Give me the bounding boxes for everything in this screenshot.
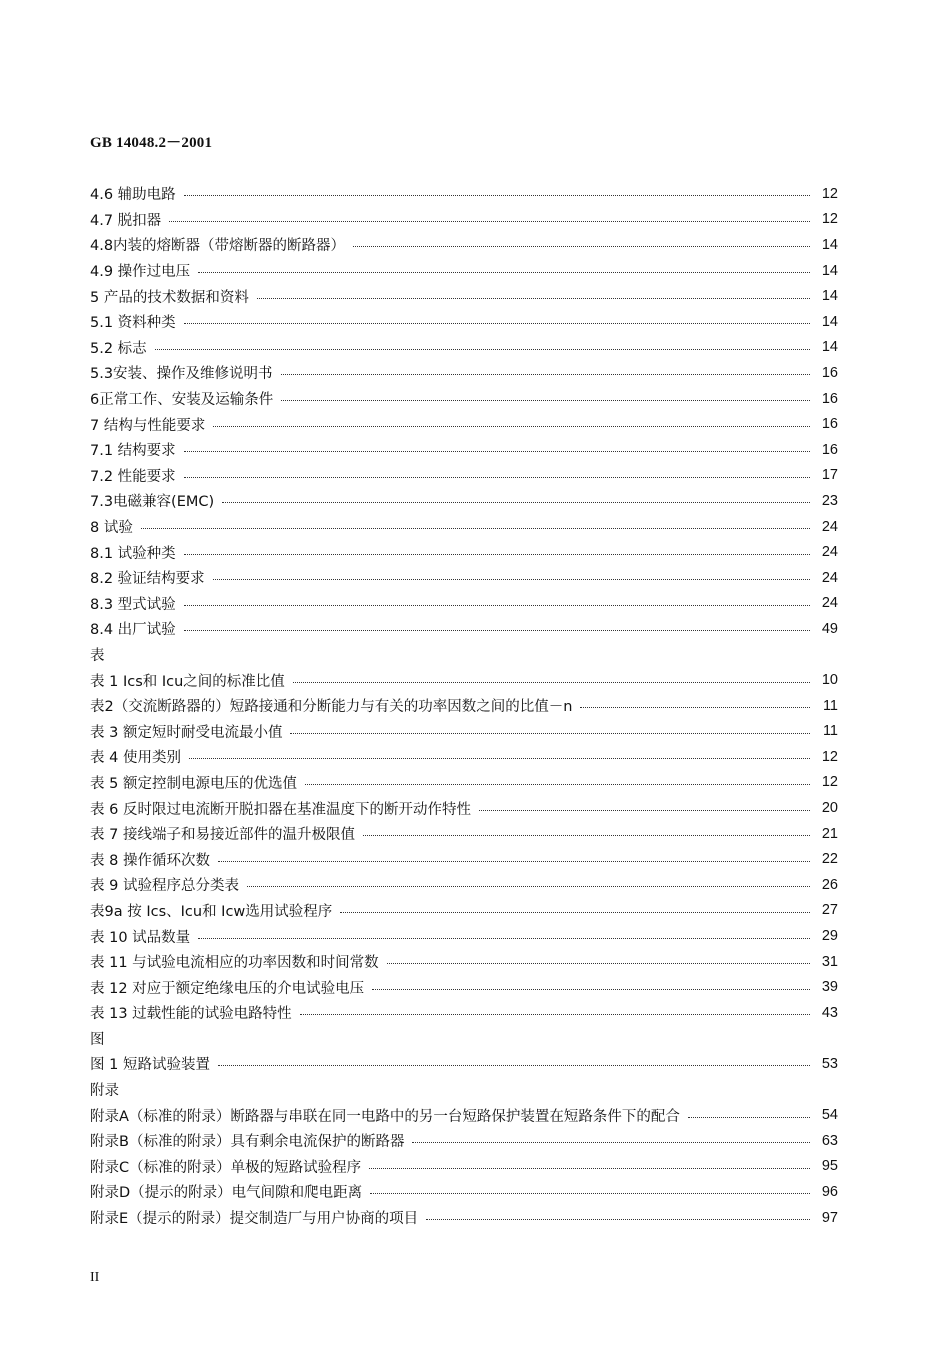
toc-entry-label: 附录 bbox=[90, 1083, 119, 1100]
dot-leader bbox=[426, 1219, 810, 1220]
toc-entry-label: 表 6 反时限过电流断开脱扣器在基准温度下的断开动作特性 bbox=[90, 801, 471, 818]
toc-entry bbox=[90, 770, 838, 796]
toc-entry bbox=[90, 898, 838, 924]
toc-entry-label: 表 9 试验程序总分类表 bbox=[90, 878, 239, 895]
toc-entry-label: 表 4 使用类别 bbox=[90, 750, 181, 767]
toc-entry-label: 5 产品的技术数据和资料 bbox=[90, 289, 249, 306]
toc-entry-label: 4.8内装的熔断器（带熔断器的断路器） bbox=[90, 238, 346, 255]
toc-entry bbox=[90, 258, 838, 284]
toc-entry bbox=[90, 360, 838, 386]
toc-entry bbox=[90, 744, 838, 770]
toc-entry bbox=[90, 514, 838, 540]
dot-leader bbox=[189, 758, 810, 759]
toc-entry bbox=[90, 795, 838, 821]
toc-entry-page: 14 bbox=[821, 262, 838, 279]
toc-entry-label: 附录B（标准的附录）具有剩余电流保护的断路器 bbox=[90, 1134, 405, 1151]
toc-entry-page: 29 bbox=[821, 928, 838, 945]
toc-entry-label: 7.3电磁兼容(EMC) bbox=[90, 494, 215, 511]
toc-entry-page: 22 bbox=[821, 851, 838, 868]
dot-leader bbox=[218, 861, 810, 862]
toc-entry-page: 49 bbox=[821, 620, 838, 637]
toc-entry bbox=[90, 718, 838, 744]
dot-leader bbox=[141, 528, 810, 529]
toc-entry-label: 8.2 验证结构要求 bbox=[90, 571, 205, 588]
toc-entry bbox=[90, 463, 838, 489]
toc-entry-page: 43 bbox=[821, 1004, 838, 1021]
toc-entry-page: 96 bbox=[821, 1183, 838, 1200]
dot-leader bbox=[580, 707, 810, 708]
dot-leader bbox=[281, 374, 810, 375]
toc-entry bbox=[90, 411, 838, 437]
toc-entry-page: 97 bbox=[821, 1209, 838, 1226]
dot-leader bbox=[198, 938, 810, 939]
toc-entry bbox=[90, 949, 838, 975]
toc-entry-page: 14 bbox=[821, 236, 838, 253]
toc-entry-label: 6正常工作、安装及运输条件 bbox=[90, 392, 274, 409]
toc-entry bbox=[90, 1179, 838, 1205]
toc-entry-label: 4.9 操作过电压 bbox=[90, 264, 191, 281]
toc-entry-label: 表 5 额定控制电源电压的优选值 bbox=[90, 775, 297, 792]
toc-entry-label: 表9a 按 Ics、Icu和 Icw选用试验程序 bbox=[90, 903, 333, 920]
dot-leader bbox=[257, 298, 810, 299]
toc-entry-page: 63 bbox=[821, 1132, 838, 1149]
toc-entry-label: 图 1 短路试验装置 bbox=[90, 1057, 210, 1074]
toc-entry bbox=[90, 1051, 838, 1077]
dot-leader bbox=[198, 272, 810, 273]
toc-entry-label: 表 10 试品数量 bbox=[90, 929, 191, 946]
standard-header: GB 14048.2－2001 bbox=[90, 135, 213, 151]
dot-leader bbox=[479, 810, 810, 811]
toc-entry bbox=[90, 846, 838, 872]
toc-entry bbox=[90, 181, 838, 207]
toc-entry bbox=[90, 821, 838, 847]
toc-entry-page: 21 bbox=[821, 825, 838, 842]
toc-entry-label: 表 11 与试验电流相应的功率因数和时间常数 bbox=[90, 955, 379, 972]
toc-section-heading bbox=[90, 642, 838, 668]
toc-entry bbox=[90, 283, 838, 309]
toc-entry-label: 表 12 对应于额定绝缘电压的介电试验电压 bbox=[90, 980, 365, 997]
toc-entry-page: 16 bbox=[821, 416, 838, 433]
toc-entry-page: 24 bbox=[821, 544, 838, 561]
dot-leader bbox=[184, 554, 810, 555]
toc-entry-page: 53 bbox=[821, 1055, 838, 1072]
dot-leader bbox=[340, 912, 810, 913]
dot-leader bbox=[184, 605, 810, 606]
toc-entry-label: 附录C（标准的附录）单极的短路试验程序 bbox=[90, 1159, 362, 1176]
toc-entry-page: 12 bbox=[821, 774, 838, 791]
toc-entry-page: 16 bbox=[821, 390, 838, 407]
toc-entry bbox=[90, 1205, 838, 1231]
dot-leader bbox=[184, 451, 810, 452]
toc-entry-page: 14 bbox=[821, 339, 838, 356]
dot-leader bbox=[290, 733, 810, 734]
toc-entry-label: 附录D（提示的附录）电气间隙和爬电距离 bbox=[90, 1185, 363, 1202]
dot-leader bbox=[305, 784, 810, 785]
dot-leader bbox=[184, 630, 810, 631]
toc-entry-page: 24 bbox=[821, 569, 838, 586]
toc-entry-page: 10 bbox=[821, 672, 838, 689]
toc-entry-page: 95 bbox=[821, 1158, 838, 1175]
page-number: II bbox=[90, 1270, 100, 1285]
toc-entry-label: 8.3 型式试验 bbox=[90, 596, 176, 613]
dot-leader bbox=[213, 426, 810, 427]
toc-entry-label: 表 13 过载性能的试验电路特性 bbox=[90, 1006, 292, 1023]
toc-entry bbox=[90, 693, 838, 719]
toc-entry-page: 54 bbox=[821, 1107, 838, 1124]
dot-leader bbox=[688, 1117, 810, 1118]
dot-leader bbox=[213, 579, 810, 580]
dot-leader bbox=[222, 502, 810, 503]
toc-entry bbox=[90, 232, 838, 258]
toc-entry-label: 8.4 出厂试验 bbox=[90, 622, 176, 639]
toc-entry-page: 16 bbox=[821, 441, 838, 458]
toc-entry-page: 39 bbox=[821, 979, 838, 996]
toc-section-heading bbox=[90, 1026, 838, 1052]
toc-entry-page: 26 bbox=[821, 876, 838, 893]
toc-entry-label: 8 试验 bbox=[90, 520, 133, 537]
toc-entry-label: 图 bbox=[90, 1031, 105, 1048]
toc-entry-page: 23 bbox=[821, 492, 838, 509]
dot-leader bbox=[247, 886, 810, 887]
toc-section-heading bbox=[90, 1077, 838, 1103]
dot-leader bbox=[184, 477, 810, 478]
toc-entry-label: 表2（交流断路器的）短路接通和分断能力与有关的功率因数之间的比值－n bbox=[90, 699, 573, 716]
toc-entry bbox=[90, 1154, 838, 1180]
toc-entry-page: 31 bbox=[821, 953, 838, 970]
toc-entry bbox=[90, 667, 838, 693]
dot-leader bbox=[372, 989, 810, 990]
toc-entry-label: 表 7 接线端子和易接近部件的温升极限值 bbox=[90, 827, 355, 844]
dot-leader bbox=[370, 1193, 810, 1194]
toc-entry-label: 表 3 额定短时耐受电流最小值 bbox=[90, 724, 283, 741]
dot-leader bbox=[387, 963, 810, 964]
toc-entry-page: 12 bbox=[821, 211, 838, 228]
toc-entry-label: 附录A（标准的附录）断路器与串联在同一电路中的另一台短路保护装置在短路条件下的配合 bbox=[90, 1108, 680, 1125]
toc-entry-label: 5.2 标志 bbox=[90, 340, 147, 357]
toc-entry-label: 8.1 试验种类 bbox=[90, 545, 176, 562]
toc-entry bbox=[90, 872, 838, 898]
toc-entry bbox=[90, 539, 838, 565]
toc-entry-page: 20 bbox=[821, 800, 838, 817]
toc-entry-label: 5.1 资料种类 bbox=[90, 315, 176, 332]
dot-leader bbox=[363, 835, 810, 836]
toc-entry bbox=[90, 591, 838, 617]
toc-entry bbox=[90, 1102, 838, 1128]
dot-leader bbox=[281, 400, 810, 401]
toc-entry-page: 11 bbox=[822, 723, 838, 740]
dot-leader bbox=[218, 1065, 810, 1066]
dot-leader bbox=[155, 349, 810, 350]
toc-entry-label: 表 8 操作循环次数 bbox=[90, 852, 210, 869]
toc-entry bbox=[90, 386, 838, 412]
toc-entry-label: 7.1 结构要求 bbox=[90, 443, 176, 460]
toc-entry-label: 7 结构与性能要求 bbox=[90, 417, 206, 434]
toc-entry bbox=[90, 974, 838, 1000]
toc-entry-page: 12 bbox=[821, 748, 838, 765]
toc-entry-page: 16 bbox=[821, 364, 838, 381]
toc-entry-page: 14 bbox=[821, 288, 838, 305]
toc-entry-page: 11 bbox=[822, 697, 838, 714]
toc-entry-page: 24 bbox=[821, 518, 838, 535]
dot-leader bbox=[412, 1142, 810, 1143]
toc-entry-label: 4.7 脱扣器 bbox=[90, 212, 162, 229]
toc-entry-label: 5.3安装、操作及维修说明书 bbox=[90, 366, 273, 383]
toc-entry-page: 12 bbox=[821, 185, 838, 202]
toc-entry bbox=[90, 616, 838, 642]
dot-leader bbox=[300, 1014, 810, 1015]
toc-entry-label: 表 bbox=[90, 647, 105, 664]
toc-entry bbox=[90, 923, 838, 949]
toc-entry-label: 7.2 性能要求 bbox=[90, 468, 176, 485]
toc-entry bbox=[90, 309, 838, 335]
toc-entry-page: 14 bbox=[821, 313, 838, 330]
toc-entry-page: 17 bbox=[821, 467, 838, 484]
dot-leader bbox=[184, 323, 810, 324]
dot-leader bbox=[369, 1168, 810, 1169]
toc-entry bbox=[90, 437, 838, 463]
toc-entry-label: 4.6 辅助电路 bbox=[90, 187, 176, 204]
toc-entry-label: 表 1 Ics和 Icu之间的标准比值 bbox=[90, 673, 285, 690]
table-of-contents bbox=[90, 181, 838, 1230]
dot-leader bbox=[169, 221, 810, 222]
dot-leader bbox=[293, 682, 810, 683]
dot-leader bbox=[353, 246, 810, 247]
toc-entry-page: 24 bbox=[821, 595, 838, 612]
toc-entry bbox=[90, 1000, 838, 1026]
toc-entry-page: 27 bbox=[821, 902, 838, 919]
toc-entry bbox=[90, 207, 838, 233]
toc-entry bbox=[90, 565, 838, 591]
toc-entry-label: 附录E（提示的附录）提交制造厂与用户协商的项目 bbox=[90, 1211, 419, 1228]
dot-leader bbox=[184, 195, 810, 196]
toc-entry bbox=[90, 488, 838, 514]
toc-entry bbox=[90, 335, 838, 361]
toc-entry bbox=[90, 1128, 838, 1154]
